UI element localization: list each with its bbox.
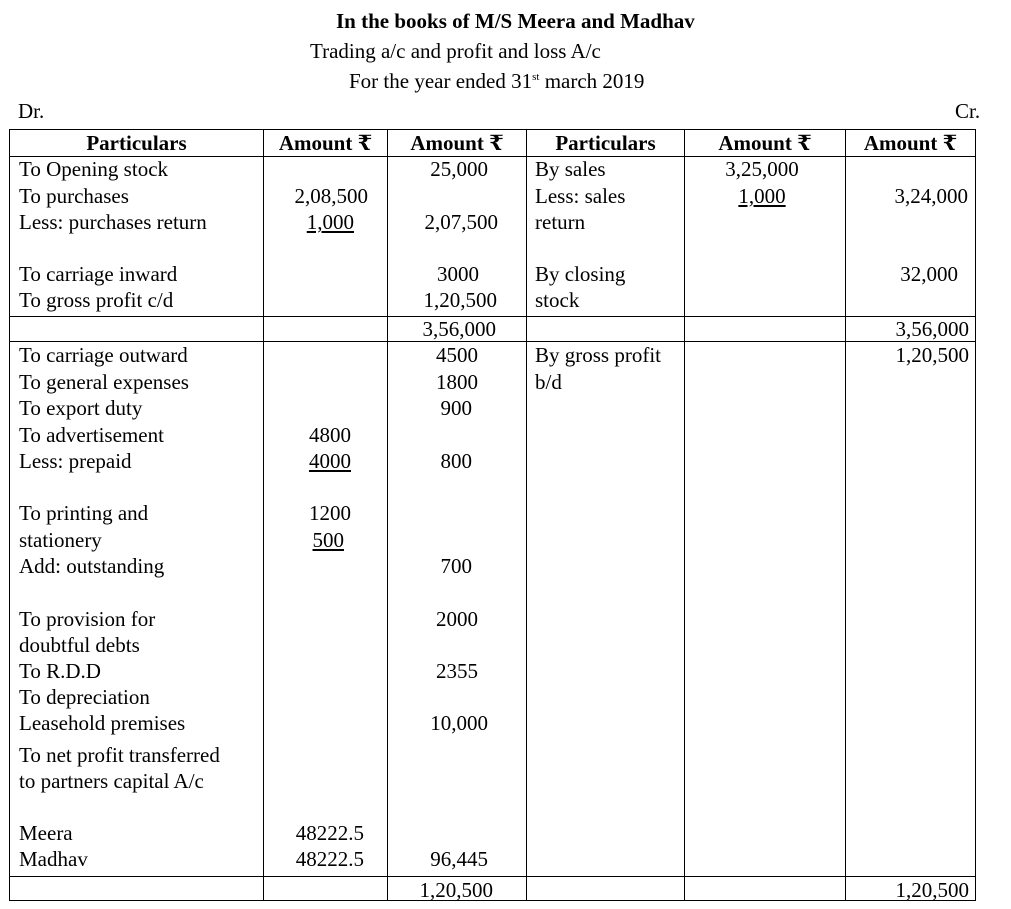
trading-debit-amount: 2,07,500: [424, 210, 498, 234]
trading-debit-amount: 1,20,500: [423, 288, 497, 312]
trading-credit-label: return: [535, 210, 586, 234]
header-amount-credit-1: Amount ₹: [718, 131, 812, 155]
trading-total-debit: 3,56,000: [422, 317, 496, 341]
pl-debit-label: To depreciation: [19, 685, 150, 709]
pl-debit-label: to partners capital A/c: [19, 769, 204, 793]
pl-debit-inner: 4000: [309, 449, 351, 473]
pl-debit-label: Madhav: [19, 847, 88, 871]
header-amount-debit-1: Amount ₹: [278, 131, 373, 155]
period-suffix: march 2019: [539, 69, 645, 93]
col-border-5: [845, 129, 846, 901]
pl-debit-label: To carriage outward: [19, 343, 188, 367]
trading-debit-inner: 1,000: [306, 210, 354, 234]
trading-debit-label: To Opening stock: [19, 157, 169, 181]
trading-credit-amount: 3,24,000: [894, 184, 968, 208]
pl-debit-label: Less: prepaid: [19, 449, 132, 473]
col-border-3: [526, 129, 527, 901]
pl-debit-label: To general expenses: [19, 370, 189, 394]
period-sup: st: [532, 71, 540, 83]
pl-debit-inner: 48222.5: [295, 821, 364, 845]
pl-debit-label: To advertisement: [19, 423, 164, 447]
trading-debit-amount: 25,000: [430, 157, 488, 181]
trading-debit-label: To carriage inward: [19, 262, 178, 286]
pl-debit-label: To R.D.D: [19, 659, 101, 683]
trading-credit-label: By sales: [535, 157, 606, 181]
pl-debit-label: To export duty: [19, 396, 143, 420]
account-period: [349, 71, 644, 92]
col-border-2: [387, 129, 388, 901]
trading-debit-amount: 3000: [437, 262, 479, 286]
pl-debit-inner: 48222.5: [295, 847, 364, 871]
period-prefix: For the year ended 31: [349, 69, 533, 93]
pl-debit-amount: 2355: [436, 659, 478, 683]
pl-debit-label: To net profit transferred: [19, 743, 220, 767]
pl-debit-label: Leasehold premises: [19, 711, 186, 735]
pl-debit-label: stationery: [19, 528, 102, 552]
pl-total-credit: 1,20,500: [895, 878, 969, 902]
pl-credit-label: b/d: [535, 370, 562, 394]
pl-credit-amount: 1,20,500: [895, 343, 969, 367]
header-particulars-debit: Particulars: [86, 131, 187, 155]
pl-credit-label: By gross profit: [535, 343, 661, 367]
header-amount-debit-2: Amount ₹: [410, 131, 504, 155]
trading-credit-inner: 1,000: [738, 184, 786, 208]
pl-debit-amount: 1800: [436, 370, 478, 394]
pl-debit-inner: 500: [312, 528, 344, 552]
trading-credit-inner: 3,25,000: [725, 157, 799, 181]
trading-credit-label: stock: [535, 288, 580, 312]
col-border-0: [9, 129, 10, 901]
trading-debit-inner: 2,08,500: [294, 184, 368, 208]
col-border-4: [684, 129, 685, 901]
trading-debit-label: To purchases: [19, 184, 129, 208]
pl-debit-inner: 1200: [309, 501, 351, 525]
pl-debit-inner: 4800: [309, 423, 351, 447]
account-title: In the books of M/S Meera and Madhav: [336, 9, 695, 33]
pl-debit-amount: 2000: [436, 607, 478, 631]
pl-debit-label: doubtful debts: [19, 633, 140, 657]
debit-marker: Dr.: [18, 99, 45, 123]
pl-debit-amount: 4500: [436, 343, 478, 367]
pl-debit-amount: 10,000: [430, 711, 488, 735]
account-subtitle: Trading a/c and profit and loss A/c: [310, 39, 601, 63]
pl-total-debit: 1,20,500: [419, 878, 493, 902]
pl-debit-amount: 800: [440, 449, 472, 473]
header-amount-credit-2: Amount ₹: [863, 131, 958, 155]
trading-credit-label: Less: sales: [535, 184, 626, 208]
pl-debit-label: Add: outstanding: [19, 554, 165, 578]
header-particulars-credit: Particulars: [555, 131, 656, 155]
pl-debit-amount: 900: [440, 396, 472, 420]
pl-debit-label: To provision for: [19, 607, 156, 631]
trading-credit-amount: 32,000: [900, 262, 958, 286]
credit-marker: Cr.: [955, 99, 981, 123]
pl-debit-amount: 700: [440, 554, 472, 578]
pl-debit-amount: 96,445: [430, 847, 488, 871]
trading-debit-label: Less: purchases return: [19, 210, 207, 234]
trading-debit-label: To gross profit c/d: [19, 288, 174, 312]
trading-total-credit: 3,56,000: [895, 317, 969, 341]
trading-credit-label: By closing: [535, 262, 626, 286]
col-border-6: [975, 129, 976, 901]
pl-debit-label: Meera: [19, 821, 73, 845]
pl-debit-label: To printing and: [19, 501, 149, 525]
